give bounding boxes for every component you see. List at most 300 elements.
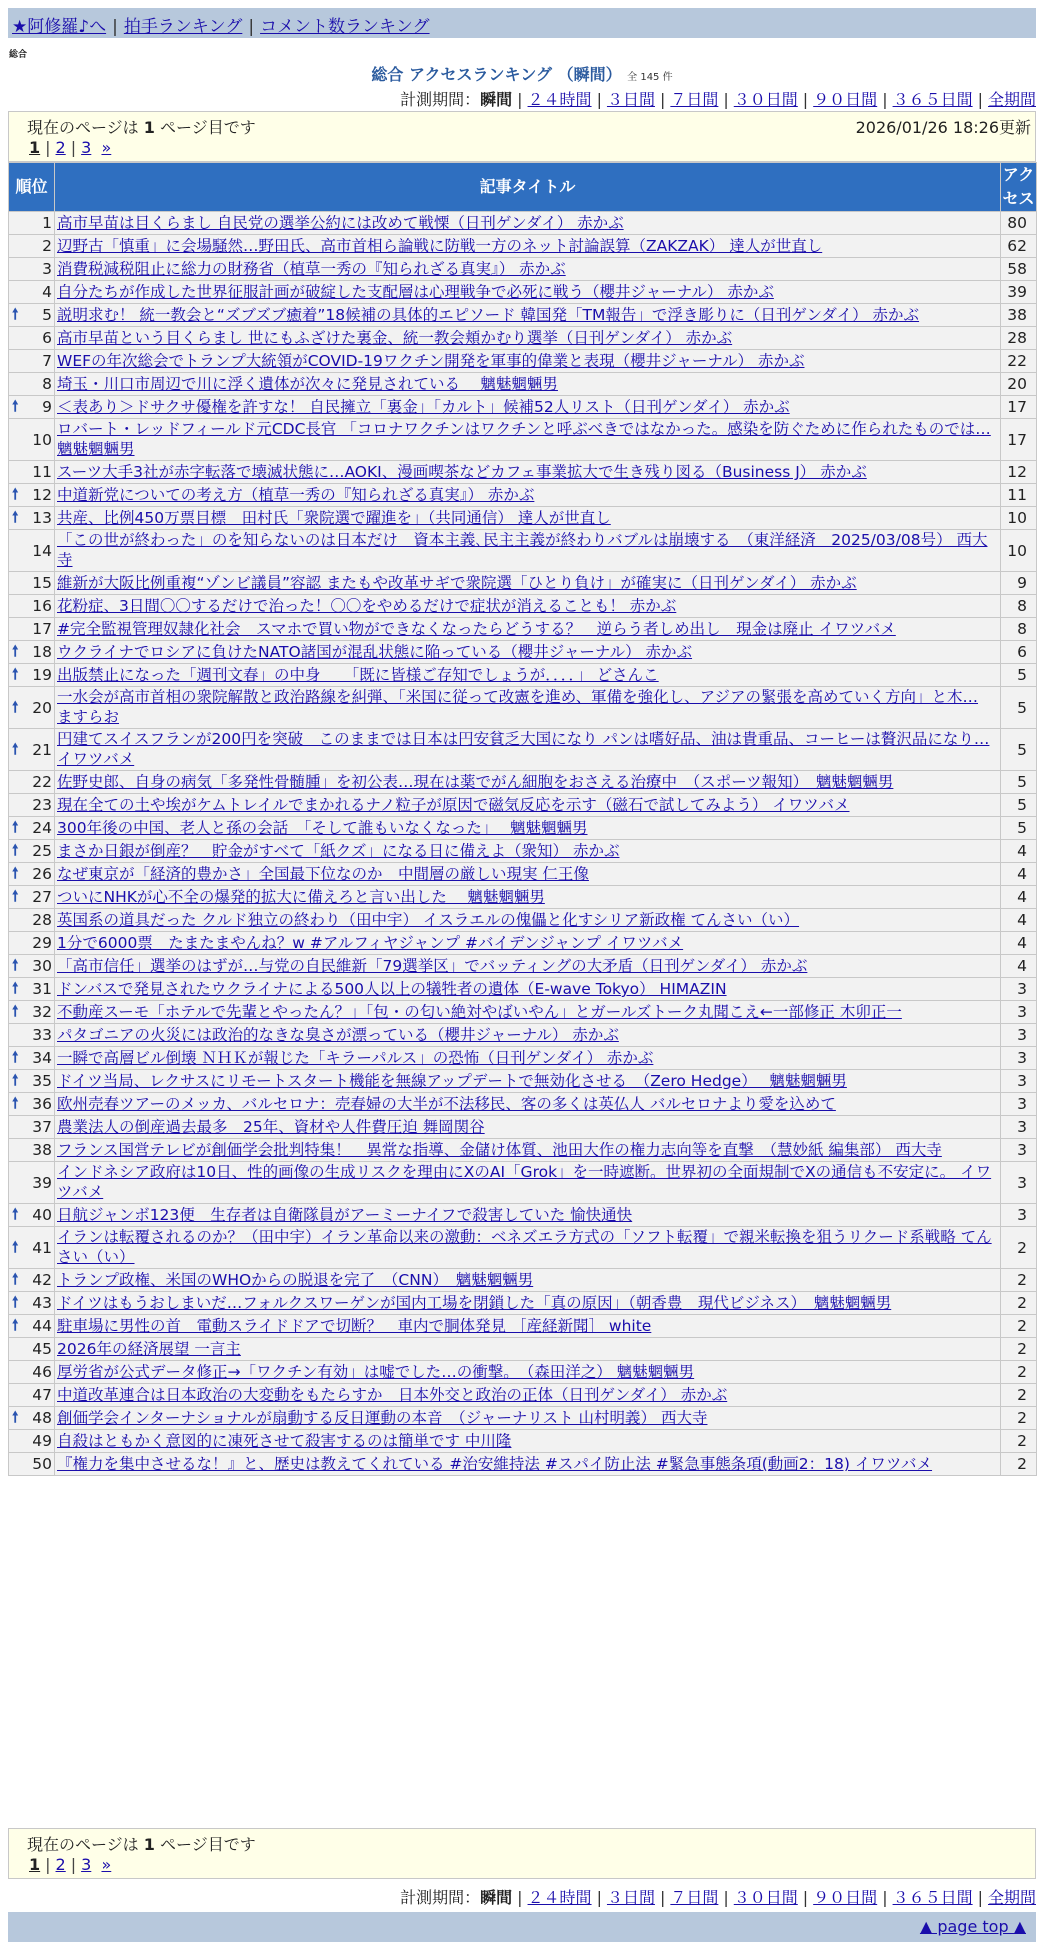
period-separator: | xyxy=(596,1888,602,1907)
period-link[interactable]: ２４時間 xyxy=(527,90,592,109)
period-separator: | xyxy=(596,90,602,109)
period-link[interactable]: ３日間 xyxy=(606,90,655,109)
rank-cell xyxy=(9,1361,55,1384)
article-link[interactable]: 説明求む！ 統一教会と“ズブズブ癒着”18候補の具体的エピソード 韓国発「TM報告」で浮き彫りに（日刊ゲンダイ） 赤かぶ xyxy=(57,306,920,324)
access-header: アクセス xyxy=(1001,163,1037,212)
rank-cell xyxy=(9,1227,55,1269)
rank-up-arrow-icon: 🠕 xyxy=(12,1002,19,1021)
table-row xyxy=(9,1453,1037,1476)
period-separator: | xyxy=(882,90,888,109)
period-separator: | xyxy=(802,1888,809,1907)
title-header: 記事タイトル xyxy=(55,163,1001,212)
rank-cell xyxy=(9,641,55,664)
rank-cell xyxy=(9,932,55,955)
rank-cell xyxy=(9,955,55,978)
category-label: 総合 xyxy=(9,50,28,60)
rank-number: 16 xyxy=(32,597,52,615)
article-link[interactable]: 円建てスイスフランが200円を突破 このままでは日本は円安貧乏大国になり パンは嗜好品、油は貴重品、コーヒーは贅沢品になり… イワツバメ xyxy=(57,730,990,768)
rank-cell xyxy=(9,687,55,729)
rank-up-arrow-icon: 🠕 xyxy=(12,1316,19,1335)
article-link[interactable]: 創価学会インターナショナルが扇動する反日運動の本音 （ジャーナリスト 山村明義） 西大寺 xyxy=(57,1409,708,1427)
article-link[interactable]: 『権力を集中させるな！』と、歴史は教えてくれている #治安維持法 #スパイ防止法 #緊急事態条項(動画2：18) イワツバメ xyxy=(57,1455,933,1473)
title-cell xyxy=(55,507,1001,530)
title-cell xyxy=(55,258,1001,281)
rank-up-arrow-icon: 🠕 xyxy=(12,1094,19,1113)
page-link-2[interactable]: 2 xyxy=(55,138,66,157)
title-cell xyxy=(55,618,1001,641)
rank-up-arrow-icon: 🠕 xyxy=(12,697,19,716)
rank-number: 25 xyxy=(32,842,52,860)
period-link[interactable]: ３６５日間 xyxy=(892,1888,973,1907)
title-cell xyxy=(55,1162,1001,1204)
rank-cell xyxy=(9,507,55,530)
table-row xyxy=(9,1001,1037,1024)
rank-cell xyxy=(9,618,55,641)
access-count: 10 xyxy=(1001,507,1037,530)
rank-cell xyxy=(9,1315,55,1338)
current-page-post: ページ目です xyxy=(154,1835,256,1854)
access-count: 3 xyxy=(1001,1001,1037,1024)
table-row xyxy=(9,595,1037,618)
article-link[interactable]: 欧州売春ツアーのメッカ、バルセロナ：売春婦の大半が不法移民、客の多くは英仏人 バルセロナより愛を込めて xyxy=(57,1095,836,1113)
rank-up-arrow-icon: 🠕 xyxy=(12,1237,19,1256)
page-title xyxy=(0,62,1044,85)
period-separator: | xyxy=(723,90,729,109)
title-cell xyxy=(55,978,1001,1001)
rank-up-arrow-icon: 🠕 xyxy=(12,1408,19,1427)
table-row xyxy=(9,1070,1037,1093)
title-cell xyxy=(55,350,1001,373)
period-link[interactable]: ３日間 xyxy=(606,1888,655,1907)
period-separator: | xyxy=(517,1888,523,1907)
title-cell xyxy=(55,419,1001,461)
article-link[interactable]: 駐車場に男性の首 電動スライドドアで切断？ 車内で胴体発見 ［産経新聞］ white xyxy=(57,1317,652,1335)
article-link[interactable]: パタゴニアの火災には政治的なきな臭さが漂っている（櫻井ジャーナル） 赤かぶ xyxy=(57,1026,619,1044)
article-link[interactable]: 「この世が終わった」のを知らないのは日本だけ 資本主義､民主主義が終わりバブルは崩壊する （東洋経済 2025/03/08号） 西大寺 xyxy=(57,531,988,569)
rank-cell xyxy=(9,1384,55,1407)
access-count: 5 xyxy=(1001,771,1037,794)
rank-cell xyxy=(9,817,55,840)
nav-separator: | xyxy=(248,17,255,37)
table-row xyxy=(9,419,1037,461)
article-link[interactable]: 中道改革連合は日本政治の大変動をもたらすか 日本外交と政治の正体（日刊ゲンダイ） 赤かぶ xyxy=(57,1386,728,1404)
access-count: 38 xyxy=(1001,304,1037,327)
table-row xyxy=(9,461,1037,484)
table-row xyxy=(9,373,1037,396)
access-count: 4 xyxy=(1001,886,1037,909)
access-count: 3 xyxy=(1001,1093,1037,1116)
access-count: 2 xyxy=(1001,1292,1037,1315)
title-cell xyxy=(55,1001,1001,1024)
page-link-1[interactable]: 1 xyxy=(29,138,41,157)
title-cell xyxy=(55,1315,1001,1338)
page-link-3[interactable]: 3 xyxy=(81,138,92,157)
rank-number: 47 xyxy=(32,1386,52,1404)
period-link[interactable]: ３０日間 xyxy=(733,90,798,109)
rank-number: 33 xyxy=(32,1026,52,1044)
rank-cell xyxy=(9,664,55,687)
period-label: 計測期間： xyxy=(400,1888,481,1907)
rank-up-arrow-icon: 🠕 xyxy=(12,1205,19,1224)
table-row xyxy=(9,530,1037,572)
table-row xyxy=(9,863,1037,886)
rank-number: 43 xyxy=(32,1294,52,1312)
access-count: 5 xyxy=(1001,664,1037,687)
period-link[interactable]: ２４時間 xyxy=(527,1888,592,1907)
table-row xyxy=(9,794,1037,817)
table-row xyxy=(9,304,1037,327)
access-count: 2 xyxy=(1001,1384,1037,1407)
article-link[interactable]: 不動産スーモ「ホテルで先輩とやったん？」「包・の匂い絶対やばいやん」とガールズトーク丸聞こえ←一部修正 木卯正一 xyxy=(57,1003,902,1021)
rank-number: 24 xyxy=(32,819,52,837)
period-separator: | xyxy=(802,90,809,109)
access-count: 4 xyxy=(1001,863,1037,886)
rank-cell xyxy=(9,1001,55,1024)
period-link[interactable]: ７日間 xyxy=(670,90,719,109)
rank-number: 2 xyxy=(42,237,52,255)
page-separator: | xyxy=(70,1855,77,1874)
access-count: 4 xyxy=(1001,932,1037,955)
rank-up-arrow-icon: 🠕 xyxy=(12,1270,19,1289)
ranking-table xyxy=(8,162,1037,1476)
table-row xyxy=(9,572,1037,595)
rank-number: 39 xyxy=(32,1173,52,1192)
rank-number: 5 xyxy=(42,306,52,324)
rank-number: 6 xyxy=(42,329,52,347)
rank-number: 1 xyxy=(42,214,52,232)
access-count: 20 xyxy=(1001,373,1037,396)
article-link[interactable]: ウクライナでロシアに負けたNATO諸国が混乱状態に陥っている（櫻井ジャーナル） 赤かぶ xyxy=(57,643,693,661)
access-count: 6 xyxy=(1001,641,1037,664)
table-row xyxy=(9,641,1037,664)
access-count: 39 xyxy=(1001,281,1037,304)
article-link[interactable]: ＜表あり＞ドサクサ優権を許すな！ 自民擁立「裏金」「カルト」候補52人リスト（日刊ゲンダイ） 赤かぶ xyxy=(57,398,790,416)
article-link[interactable]: 辺野古「慎重」に会場騒然…野田氏、高市首相ら論戦に防戦一方のネット討論誤算（ZAKZAK） 達人が世直し xyxy=(57,237,823,255)
title-cell xyxy=(55,1227,1001,1269)
title-cell xyxy=(55,304,1001,327)
rank-number: 31 xyxy=(32,980,52,998)
rank-cell xyxy=(9,212,55,235)
period-link[interactable]: ９０日間 xyxy=(813,90,878,109)
article-link[interactable]: なぜ東京が「経済的豊かさ」全国最下位なのか 中間層の厳しい現実 仁王像 xyxy=(57,865,589,883)
rank-number: 41 xyxy=(32,1238,52,1257)
rank-up-arrow-icon: 🠕 xyxy=(12,887,19,906)
rank-number: 34 xyxy=(32,1049,52,1067)
period-current: 瞬間 xyxy=(480,90,513,109)
period-separator: | xyxy=(977,90,983,109)
rank-up-arrow-icon: 🠕 xyxy=(12,956,19,975)
rank-cell xyxy=(9,1269,55,1292)
rank-up-arrow-icon: 🠕 xyxy=(12,1048,19,1067)
access-count: 62 xyxy=(1001,235,1037,258)
rank-cell xyxy=(9,373,55,396)
rank-number: 3 xyxy=(42,260,52,278)
rank-number: 35 xyxy=(32,1072,52,1090)
access-count: 2 xyxy=(1001,1430,1037,1453)
rank-number: 22 xyxy=(32,773,52,791)
access-count: 80 xyxy=(1001,212,1037,235)
rank-number: 10 xyxy=(32,430,52,449)
current-page-text xyxy=(27,1832,256,1855)
title-cell xyxy=(55,212,1001,235)
article-link[interactable]: 一水会が高市首相の衆院解散と政治路線を糾弾、「米国に従って改憲を進め、軍備を強化し、アジアの緊張を高めていく方向」と木… ますらお xyxy=(57,688,979,726)
access-count: 3 xyxy=(1001,1162,1037,1204)
rank-cell xyxy=(9,1162,55,1204)
rank-number: 19 xyxy=(32,666,52,684)
period-separator: | xyxy=(723,1888,729,1907)
title-cell xyxy=(55,771,1001,794)
title-cell xyxy=(55,1047,1001,1070)
title-cell xyxy=(55,641,1001,664)
table-row xyxy=(9,909,1037,932)
rank-cell xyxy=(9,530,55,572)
title-cell xyxy=(55,817,1001,840)
rank-up-arrow-icon: 🠕 xyxy=(12,864,19,883)
article-link[interactable]: イランは転覆されるのか？（田中宇）イラン革命以来の激動：ベネズエラ方式の「ソフト転覆」で親米転換を狙うリクード系戦略 てんさい（い） xyxy=(57,1228,992,1266)
rank-cell xyxy=(9,1204,55,1227)
title-cell xyxy=(55,664,1001,687)
rank-number: 49 xyxy=(32,1432,52,1450)
access-count: 3 xyxy=(1001,1047,1037,1070)
rank-cell xyxy=(9,235,55,258)
table-row xyxy=(9,932,1037,955)
access-count: 5 xyxy=(1001,817,1037,840)
title-cell xyxy=(55,1361,1001,1384)
table-row xyxy=(9,327,1037,350)
rank-number: 45 xyxy=(32,1340,52,1358)
title-cell xyxy=(55,281,1001,304)
period-link[interactable]: ３０日間 xyxy=(733,1888,798,1907)
article-link[interactable]: 自殺はともかく意図的に凍死させて殺害するのは簡単です 中川隆 xyxy=(57,1432,512,1450)
rank-number: 36 xyxy=(32,1095,52,1113)
title-cell xyxy=(55,1269,1001,1292)
page-separator: | xyxy=(45,138,51,157)
article-link[interactable]: 中道新党についての考え方（植草一秀の『知られざる真実』） 赤かぶ xyxy=(57,486,535,504)
rank-number: 17 xyxy=(32,620,52,638)
table-row xyxy=(9,235,1037,258)
article-link[interactable]: ドンバスで発見されたウクライナによる500人以上の犠牲者の遺体（E-wave Tokyo） HIMAZIN xyxy=(57,980,727,998)
access-count: 11 xyxy=(1001,484,1037,507)
title-cell xyxy=(55,932,1001,955)
article-link[interactable]: 厚労省が公式データ修正→「ワクチン有効」は嘘でした…の衝撃。 （森田洋之） 魑魅魍魎男 xyxy=(57,1363,695,1381)
next-page-link[interactable]: » xyxy=(101,1855,112,1874)
title-cell xyxy=(55,1292,1001,1315)
table-row xyxy=(9,281,1037,304)
article-link[interactable]: #完全監視管理奴隷化社会 スマホで買い物ができなくなったらどうする？ 逆らう者しめ出し 現金は廃止 イワツバメ xyxy=(57,620,896,638)
table-row xyxy=(9,1093,1037,1116)
article-link[interactable]: トランプ政権、米国のWHOからの脱退を完了 （CNN） 魑魅魍魎男 xyxy=(57,1271,534,1289)
access-count: 3 xyxy=(1001,1204,1037,1227)
table-row xyxy=(9,396,1037,419)
table-row xyxy=(9,840,1037,863)
article-link[interactable]: 農業法人の倒産過去最多 25年、資材や人件費圧迫 舞岡関谷 xyxy=(57,1118,485,1136)
title-cell xyxy=(55,572,1001,595)
current-page-text xyxy=(27,115,256,138)
article-link[interactable]: フランス国営テレビが創価学会批判特集！ 異常な指導、金儲け体質、池田大作の権力志向等を直撃 （慧妙紙 編集部） 西大寺 xyxy=(57,1141,942,1159)
table-row xyxy=(9,1204,1037,1227)
rank-cell xyxy=(9,1024,55,1047)
access-count: 3 xyxy=(1001,1139,1037,1162)
page-top-link[interactable]: ▲ page top ▲ xyxy=(919,1917,1026,1936)
article-link[interactable]: 消費税減税阻止に総力の財務省（植草一秀の『知られざる真実』） 赤かぶ xyxy=(57,260,566,278)
rank-number: 48 xyxy=(32,1409,52,1427)
table-row xyxy=(9,1024,1037,1047)
rank-cell xyxy=(9,1093,55,1116)
article-link[interactable]: 花粉症、3日間〇〇するだけで治った！〇〇をやめるだけで症状が消えることも！ 赤かぶ xyxy=(57,597,677,615)
rank-number: 46 xyxy=(32,1363,52,1381)
article-link[interactable]: 一瞬で高層ビル倒壊 ＮＨＫが報じた「キラーパルス」の恐怖（日刊ゲンダイ） 赤かぶ xyxy=(57,1049,654,1067)
comment-ranking-link[interactable]: コメント数ランキング xyxy=(260,17,430,37)
article-link[interactable]: 現在全ての土や埃がケムトレイルでまかれるナノ粒子が原因で磁気反応を示す（磁石で試してみよう） イワツバメ xyxy=(57,796,850,814)
table-row xyxy=(9,1116,1037,1139)
page-link-1[interactable]: 1 xyxy=(29,1855,41,1874)
top-nav-bar xyxy=(8,8,1036,38)
table-row xyxy=(9,484,1037,507)
article-link[interactable]: WEFの年次総会でトランプ大統領がCOVID-19ワクチン開発を軍事的偉業と表現（櫻井ジャーナル） 赤かぶ xyxy=(57,352,805,370)
rank-up-arrow-icon: 🠕 xyxy=(12,739,19,758)
article-link[interactable]: ドイツはもうおしまいだ…フォルクスワーゲンが国内工場を閉鎖した「真の原因」（朝香豊 現代ビジネス） 魑魅魍魎男 xyxy=(57,1294,892,1312)
clap-ranking-link[interactable]: 拍手ランキング xyxy=(123,17,243,37)
rank-cell xyxy=(9,729,55,771)
table-row xyxy=(9,1361,1037,1384)
table-row xyxy=(9,1430,1037,1453)
pagination-top xyxy=(29,138,111,157)
period-separator: | xyxy=(517,90,523,109)
access-count: 5 xyxy=(1001,687,1037,729)
rank-number: 28 xyxy=(32,911,52,929)
article-link[interactable]: 共産、比例450万票目標 田村氏「衆院選で躍進を」（共同通信） 達人が世直し xyxy=(57,509,611,527)
rank-cell xyxy=(9,572,55,595)
article-link[interactable]: 英国系の道具だった クルド独立の終わり（田中宇） イスラエルの傀儡と化すシリア新政権 てんさい（い） xyxy=(57,911,800,929)
access-count: 4 xyxy=(1001,909,1037,932)
rank-number: 44 xyxy=(32,1317,52,1335)
rank-number: 20 xyxy=(32,698,52,717)
title-cell xyxy=(55,1384,1001,1407)
access-count: 2 xyxy=(1001,1453,1037,1476)
article-link[interactable]: スーツ大手3社が赤字転落で壊滅状態に…AOKI、漫画喫茶などカフェ事業拡大で生き残り図る（Business J） 赤かぶ xyxy=(57,463,867,481)
page-link-2[interactable]: 2 xyxy=(55,1855,66,1874)
title-cell xyxy=(55,1453,1001,1476)
title-cell xyxy=(55,729,1001,771)
page-info-bottom xyxy=(8,1828,1036,1879)
article-link[interactable]: 高市早苗という目くらまし 世にもふざけた裏金、統一教会頬かむり選挙（日刊ゲンダイ） 赤かぶ xyxy=(57,329,733,347)
article-link[interactable]: インドネシア政府は10日、性的画像の生成リスクを理由にXのAI「Grok」を一時遮断。世界初の全面規制でXの通信も不安定に。 イワツバメ xyxy=(57,1163,992,1201)
table-row xyxy=(9,664,1037,687)
rank-number: 37 xyxy=(32,1118,52,1136)
article-link[interactable]: 高市早苗は目くらまし 自民党の選挙公約には改めて戦慄（日刊ゲンダイ） 赤かぶ xyxy=(57,214,624,232)
article-link[interactable]: 佐野史郎、自身の病気「多発性骨髄腫」を初公表…現在は薬でがん細胞をおさえる治療中 （スポーツ報知） 魑魅魍魎男 xyxy=(57,773,894,791)
title-cell xyxy=(55,955,1001,978)
access-count: 3 xyxy=(1001,1070,1037,1093)
access-count: 17 xyxy=(1001,419,1037,461)
access-count: 5 xyxy=(1001,729,1037,771)
home-link[interactable]: ★阿修羅♪へ xyxy=(12,17,107,37)
current-page-num: 1 xyxy=(143,118,155,137)
nav-separator: | xyxy=(112,17,118,37)
access-count: 3 xyxy=(1001,1116,1037,1139)
next-page-link[interactable]: » xyxy=(101,138,112,157)
article-link[interactable]: 日航ジャンボ123便 生存者は自衛隊員がアーミーナイフで殺害していた 愉快通快 xyxy=(57,1206,633,1224)
page-info-top xyxy=(8,111,1036,162)
rank-up-arrow-icon: 🠕 xyxy=(12,642,19,661)
period-link[interactable]: 全期間 xyxy=(987,90,1036,109)
title-cell xyxy=(55,530,1001,572)
rank-cell xyxy=(9,281,55,304)
rank-cell xyxy=(9,1338,55,1361)
table-row xyxy=(9,258,1037,281)
table-row xyxy=(9,886,1037,909)
rank-cell xyxy=(9,595,55,618)
updated-timestamp: 2026/01/26 18:26更新 xyxy=(855,118,1031,137)
article-link[interactable]: 1分で6000票 たまたまやんね？w #アルフィヤジャンプ #バイデンジャンプ イワツバメ xyxy=(57,934,684,952)
current-page-pre: 現在のページは xyxy=(27,118,144,137)
table-row xyxy=(9,212,1037,235)
article-link[interactable]: 維新が大阪比例重複“ゾンビ議員”容認 またもや改革サギで衆院選「ひとり負け」が確実に（日刊ゲンダイ） 赤かぶ xyxy=(57,574,857,592)
title-cell xyxy=(55,1024,1001,1047)
title-cell xyxy=(55,1407,1001,1430)
access-count: 4 xyxy=(1001,955,1037,978)
rank-up-arrow-icon: 🠕 xyxy=(12,665,19,684)
title-cell xyxy=(55,1430,1001,1453)
rank-cell xyxy=(9,396,55,419)
rank-cell xyxy=(9,1430,55,1453)
rank-up-arrow-icon: 🠕 xyxy=(12,1293,19,1312)
table-row xyxy=(9,350,1037,373)
rank-cell xyxy=(9,886,55,909)
article-link[interactable]: ついにNHKが心不全の爆発的拡大に備えろと言い出した 魑魅魍魎男 xyxy=(57,888,545,906)
period-link[interactable]: 全期間 xyxy=(987,1888,1036,1907)
rank-cell xyxy=(9,794,55,817)
title-cell xyxy=(55,396,1001,419)
article-link[interactable]: 「高市信任」選挙のはずが…与党の自民維新「79選挙区」でバッティングの大矛盾（日刊ゲンダイ） 赤かぶ xyxy=(57,957,808,975)
article-link[interactable]: 出版禁止になった「週刊文春」の中身 「既に皆様ご存知でしょうが．．．．」 どさんこ xyxy=(57,666,659,684)
rank-cell xyxy=(9,1407,55,1430)
article-link[interactable]: 埼玉・川口市周辺で川に浮く遺体が次々に発見されている 魑魅魍魎男 xyxy=(57,375,558,393)
period-link[interactable]: ９０日間 xyxy=(813,1888,878,1907)
access-count: 12 xyxy=(1001,461,1037,484)
article-link[interactable]: 自分たちが作成した世界征服計画が破綻した支配層は心理戦争で必死に戦う（櫻井ジャーナル） 赤かぶ xyxy=(57,283,774,301)
period-link[interactable]: ７日間 xyxy=(670,1888,719,1907)
bottom-bar xyxy=(8,1912,1036,1942)
access-count: 10 xyxy=(1001,530,1037,572)
total-count: 全 145 件 xyxy=(627,72,673,83)
title-cell xyxy=(55,1116,1001,1139)
access-count: 2 xyxy=(1001,1407,1037,1430)
table-row xyxy=(9,1315,1037,1338)
access-count: 4 xyxy=(1001,840,1037,863)
article-link[interactable]: まさか日銀が倒産？ 貯金がすべて「紙クズ」になる日に備えよ（衆知） 赤かぶ xyxy=(57,842,620,860)
rank-number: 50 xyxy=(32,1455,52,1473)
table-row xyxy=(9,1407,1037,1430)
rank-header: 順位 xyxy=(9,163,55,212)
rank-number: 23 xyxy=(32,796,52,814)
article-link[interactable]: ロバート・レッドフィールド元CDC長官 「コロナワクチンはワクチンと呼ぶべきではなかった。感染を防ぐために作られたものでは… 魑魅魍魎男 xyxy=(57,420,991,458)
article-link[interactable]: 300年後の中国、老人と孫の会話 「そして誰もいなくなった」 魑魅魍魎男 xyxy=(57,819,588,837)
period-selector-top xyxy=(400,87,1036,110)
rank-number: 13 xyxy=(32,509,52,527)
period-link[interactable]: ３６５日間 xyxy=(892,90,973,109)
access-count: 2 xyxy=(1001,1227,1037,1269)
access-count: 2 xyxy=(1001,1315,1037,1338)
title-cell xyxy=(55,1338,1001,1361)
page-link-3[interactable]: 3 xyxy=(81,1855,92,1874)
rank-number: 12 xyxy=(32,486,52,504)
rank-cell xyxy=(9,1292,55,1315)
rank-cell xyxy=(9,484,55,507)
rank-cell xyxy=(9,978,55,1001)
article-link[interactable]: 2026年の経済展望 一言主 xyxy=(57,1340,241,1358)
article-link[interactable]: ドイツ当局、レクサスにリモートスタート機能を無線アップデートで無効化させる （Zero Hedge） 魑魅魍魎男 xyxy=(57,1072,847,1090)
